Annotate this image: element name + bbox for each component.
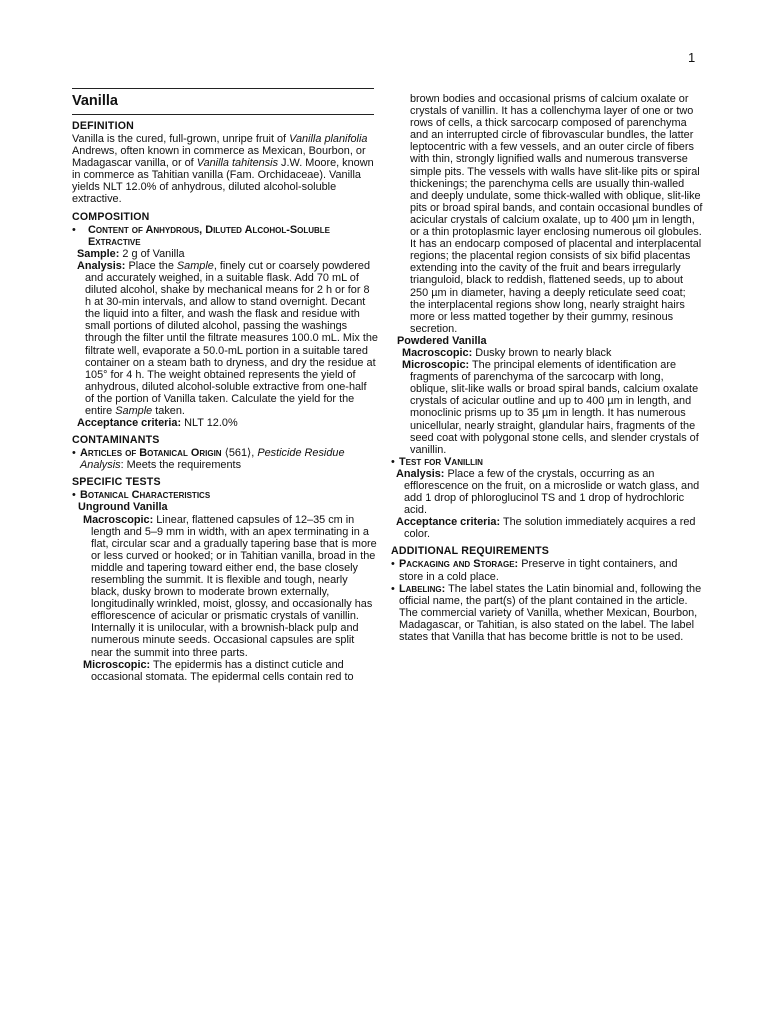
test-for-vanillin-title: • Test for Vanillin bbox=[391, 456, 703, 468]
left-column bbox=[72, 88, 378, 683]
unground-microscopic: Microscopic: The epidermis has a distinct cuticle and occasional stomata. The epidermal cells contain red to bbox=[83, 658, 354, 683]
powdered-vanilla-heading: Powdered Vanilla bbox=[397, 334, 487, 347]
title-rule-top bbox=[72, 88, 374, 89]
right-column bbox=[391, 93, 703, 643]
additional-requirements-heading: ADDITIONAL REQUIREMENTS bbox=[391, 545, 550, 558]
composition-acceptance: Acceptance criteria: NLT 12.0% bbox=[77, 417, 238, 430]
composition-sample: Sample: 2 g of Vanilla bbox=[77, 247, 185, 260]
unground-vanilla-heading: Unground Vanilla bbox=[78, 501, 168, 514]
labeling: • Labeling: The label states the Latin binomial and, following the official name, the part(s) of the plant contained in the article. The commercial variety of Vanilla, whether Mexican, Bourbon, Madagascar, or Tahitian, is also stated on the label. The label states that Vanilla that has become brittle is not to be used. bbox=[391, 583, 703, 643]
composition-analysis: Analysis: Place the Sample, finely cut or coarsely powdered and accurately weighed, in a suitable flask. Add 70 mL of diluted alcohol, shake by mechanical means for 2 h or for 8 h at 30-min intervals, and allow to stand overnight. Decant the liquid into a filter, and wash the flask and residue with small portions of diluted alcohol, passing the washings through the filter until the filtrate measures 100.0 mL. Mix the filtrate well, evaporate a 50.0-mL portion in a suitable tared container on a steam bath to dryness, and dry the residue at 105° for 4 h. The weight obtained represents the yield of anhydrous, diluted alcohol-soluble extractive from one-half of the portion of Vanilla taken. Calculate the yield for the entire Sample taken. bbox=[77, 259, 378, 417]
contaminants-item: • Articles of Botanical Origin ⟨561⟩, Pesticide Residue Analysis: Meets the requirements bbox=[72, 447, 378, 471]
monograph-title: Vanilla bbox=[72, 93, 118, 109]
packaging-and-storage: • Packaging and Storage: Preserve in tight containers, and store in a cold place. bbox=[391, 558, 703, 582]
unground-microscopic-continued: brown bodies and occasional prisms of calcium oxalate or crystals of vanillin. It has a collenchyma layer of one or two rows of cells, a thick sarcocarp composed of parenchyma and an interrupted circle of fibrovascular bundles, the latter leptocentric with a few vessels, and an outer circle of fibers with thin, strongly lignified walls and numerous transverse simple pits. The vessels with walls have slit-like pits or spiral thickenings; the parenchyma cells are usually thin-walled and deeply undulate, some thick-walled with oblique, slit-like pits or broad spiral bands, and contain occasional bundles of acicular crystals of calcium oxalate, up to 400 µm in length, or a thin protoplasmic layer enclosing numerous oil globules. It has an endocarp composed of placental and interplacental regions; the placental region consists of six bifid placentas extending into the cavity of the fruit and bears irregularly triangulоid, black to reddish, flattened seeds, up to about 250 µm in diameter, having a deeply reticulate seed coat; the interplacental regions show long, nearly straight hairs more or less matted together by their gummy, resinous secretion. bbox=[410, 93, 703, 335]
vanillin-analysis: Analysis: Place a few of the crystals, occurring as an efflorescence on the fruit, on a microslide or watch glass, and add 1 drop of phloroglucinol TS and 1 drop of hydrochloric acid. bbox=[396, 467, 700, 517]
composition-item-title: • Content of Anhydrous, Diluted Alcohol-Soluble Extractive bbox=[72, 224, 378, 248]
page-number: 1 bbox=[688, 50, 696, 65]
definition-heading: DEFINITION bbox=[72, 120, 135, 132]
botanical-characteristics-title: • Botanical Characteristics bbox=[72, 489, 378, 501]
powdered-microscopic: Microscopic: The principal elements of identification are fragments of parenchyma of the sarcocarp with long, oblique, slit-like walls or broad spiral bands, calcium oxalate crystals of acicular outline and up to 400 µm in length, and monoclinic prisms up to 35 µm in length. It has numerous unicellular, nearly straight, glandular hairs, fragments of the seed coat with polygonal stone cells, and slender crystals of vanillin. bbox=[402, 359, 699, 456]
specific-tests-heading: SPECIFIC TESTS bbox=[72, 476, 161, 489]
title-rule-bottom bbox=[72, 114, 374, 115]
unground-macroscopic: Macroscopic: Linear, flattened capsules of 12–35 cm in length and 5–9 mm in width, with an apex terminating in a flat, circular scar and a gradually tapering base that is more or less curved or hooked; or in Tahitian vanilla, broad in the middle and tapering toward either end, the base closely resembling the summit. It is flexible and tough, nearly black, dusky brown to moderate brown externally, longitudinally wrinkled, moist, glossy, and occasionally has efflorescence of acicular or prismatic crystals of vanillin. Internally it is unilocular, with a brownish-black pulp and numerous minute seeds. Occasional capsules are split near the summit into three parts. bbox=[83, 513, 377, 659]
contaminants-heading: CONTAMINANTS bbox=[72, 434, 160, 447]
definition-text: Vanilla is the cured, full-grown, unripe fruit of Vanilla planifolia Andrews, often known in commerce as Mexican, Bourbon, or Madagascar vanilla, or of Vanilla tahitensis J.W. Moore, known in commerce as Tahitian vanilla (Fam. Orchidaceae). Vanilla yields NLT 12.0% of anhydrous, diluted alcohol-soluble extractive. bbox=[72, 133, 374, 206]
vanillin-acceptance: Acceptance criteria: The solution immediately acquires a red color. bbox=[396, 516, 696, 541]
composition-heading: COMPOSITION bbox=[72, 210, 150, 223]
powdered-macroscopic: Macroscopic: Dusky brown to nearly black bbox=[402, 346, 612, 359]
